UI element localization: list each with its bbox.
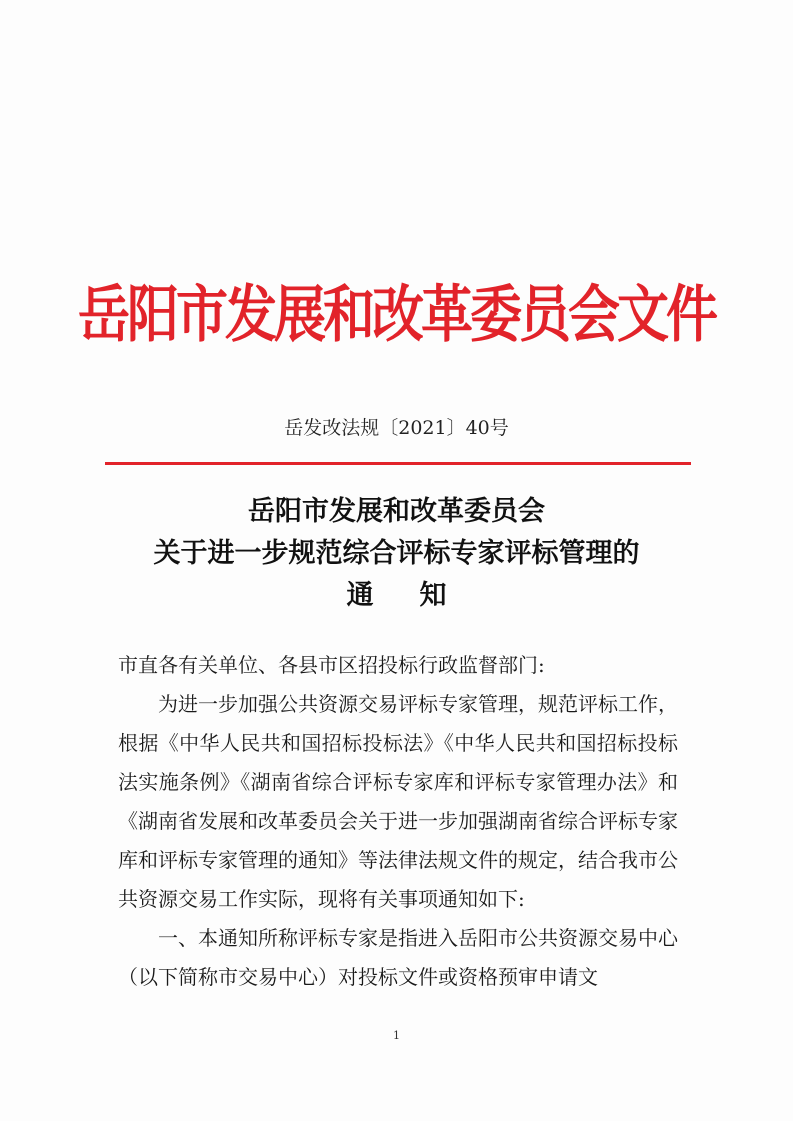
masthead-title: 岳阳市发展和改革委员会文件 bbox=[77, 278, 715, 351]
title-line-1: 岳阳市发展和改革委员会 bbox=[248, 496, 545, 527]
red-divider-line bbox=[105, 462, 691, 465]
title-line-2: 关于进一步规范综合评标专家评标管理的 bbox=[153, 538, 640, 569]
body-paragraph: 一、本通知所称评标专家是指进入岳阳市公共资源交易中心（以下简称市交易中心）对投标文件或资格预审申请文 bbox=[118, 926, 678, 989]
body-paragraph: 为进一步加强公共资源交易评标专家管理，规范评标工作，根据《中华人民共和国招标投标法》《中华人民共和国招标投标法实施条例》《湖南省综合评标专家库和评标专家管理办法》和《湖南省发展和改革委员会关于进一步加强湖南省综合评标专家库和评标专家管理的通知》等法律法规文件的规定，结合我市公共资源交易工作实际，现将有关事项通知如下: bbox=[118, 692, 678, 911]
page-number: 1 bbox=[393, 1029, 400, 1042]
notice-title bbox=[0, 491, 793, 617]
salutation: 市直各有关单位、各县市区招投标行政监督部门: bbox=[118, 653, 545, 677]
document-number: 岳发改法规〔2021〕40号 bbox=[284, 417, 509, 439]
title-line-3: 通知 bbox=[346, 580, 493, 611]
notice-body bbox=[118, 646, 678, 997]
